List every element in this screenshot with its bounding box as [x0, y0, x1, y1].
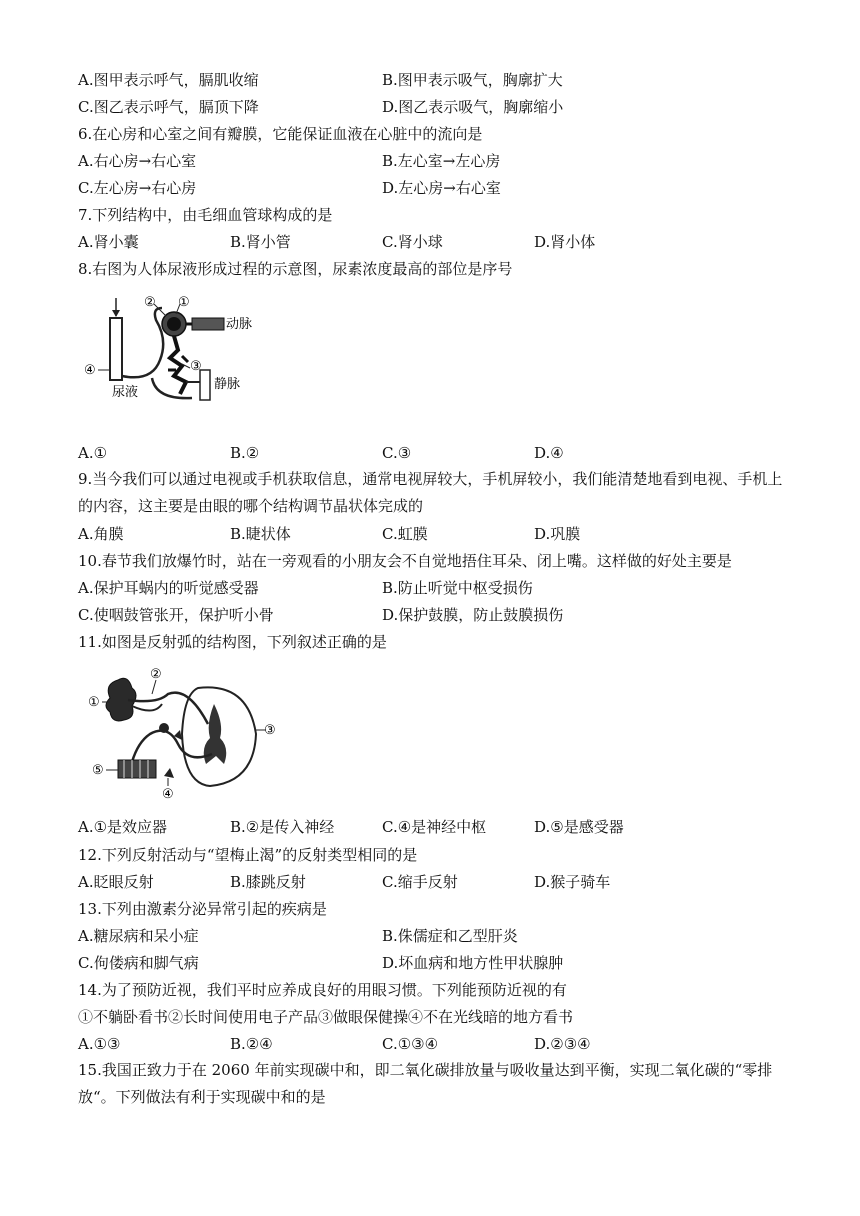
- q7-option-b: B.肾小管: [230, 233, 291, 251]
- q15-stem: 15.我国正致力于在 2060 年前实现碳中和，即二氧化碳排放量与吸收量达到平衡，实现二氧化碳的“零排放“。下列做法有利于实现碳中和的是: [78, 1061, 773, 1106]
- q14-items: ①不躺卧看书②长时间使用电子产品③做眼保健操④不在光线暗的地方看书: [78, 1008, 574, 1026]
- q13-stem: 13.下列由激素分泌异常引起的疾病是: [78, 900, 327, 918]
- q11-option-c: C.④是神经中枢: [382, 818, 487, 836]
- label-1: ①: [178, 295, 190, 310]
- label-5: ⑤: [92, 763, 104, 778]
- label-artery: 动脉: [226, 317, 253, 332]
- q10-stem: 10.春节我们放爆竹时，站在一旁观看的小朋友会不自觉地捂住耳朵、闭上嘴。这样做的好处主要是: [78, 552, 732, 570]
- nephron-diagram: [82, 290, 282, 428]
- q11-option-b: B.②是传入神经: [230, 818, 335, 836]
- q7-stem: 7.下列结构中，由毛细血管球构成的是: [78, 206, 333, 224]
- q8-option-a: A.①: [78, 444, 108, 462]
- q6-option-c: C.左心房→右心房: [78, 179, 197, 197]
- q10-option-b: B.防止听觉中枢受损伤: [382, 579, 533, 597]
- reflex-arc-diagram: [88, 664, 278, 802]
- q12-stem: 12.下列反射活动与“望梅止渴”的反射类型相同的是: [78, 846, 418, 864]
- q5-option-b: B.图甲表示吸气，胸廓扩大: [382, 71, 563, 89]
- q9-stem: 9.当今我们可以通过电视或手机获取信息，通常电视屏较大，手机屏较小，我们能清楚地看到电视、手机上的内容，这主要是由眼的哪个结构调节晶状体完成的: [78, 470, 783, 515]
- q8-option-b: B.②: [230, 444, 260, 462]
- label-2: ②: [144, 295, 156, 310]
- q14-option-c: C.①③④: [382, 1035, 439, 1053]
- q10-option-c: C.使咽鼓管张开，保护听小骨: [78, 606, 274, 624]
- q7-option-c: C.肾小球: [382, 233, 443, 251]
- q5-option-a: A.图甲表示呼气，膈肌收缩: [78, 71, 259, 89]
- q14-option-b: B.②④: [230, 1035, 273, 1053]
- q7-option-a: A.肾小囊: [78, 233, 139, 251]
- q10-option-d: D.保护鼓膜，防止鼓膜损伤: [382, 606, 564, 624]
- q12-option-b: B.膝跳反射: [230, 873, 306, 891]
- q11-stem: 11.如图是反射弧的结构图，下列叙述正确的是: [78, 633, 387, 651]
- q14-option-d: D.②③④: [534, 1035, 591, 1053]
- label-2: ②: [150, 667, 162, 682]
- q12-option-a: A.眨眼反射: [78, 873, 154, 891]
- q5-option-d: D.图乙表示吸气，胸廓缩小: [382, 98, 564, 116]
- label-1: ①: [88, 695, 100, 710]
- q14-stem: 14.为了预防近视，我们平时应养成良好的用眼习惯。下列能预防近视的有: [78, 981, 567, 999]
- q6-option-b: B.左心室→左心房: [382, 152, 501, 170]
- q11-option-d: D.⑤是感受器: [534, 818, 624, 836]
- q7-option-d: D.肾小体: [534, 233, 596, 251]
- q11-option-a: A.①是效应器: [78, 818, 168, 836]
- q12-option-c: C.缩手反射: [382, 873, 458, 891]
- q13-option-c: C.佝偻病和脚气病: [78, 954, 199, 972]
- q8-option-d: D.④: [534, 444, 564, 462]
- q6-option-a: A.右心房→右心室: [78, 152, 197, 170]
- label-4: ④: [162, 787, 174, 802]
- label-vein: 静脉: [214, 377, 241, 392]
- label-4: ④: [84, 363, 96, 378]
- q5-option-c: C.图乙表示呼气，膈顶下降: [78, 98, 259, 116]
- label-3: ③: [264, 723, 276, 738]
- q8-stem: 8.右图为人体尿液形成过程的示意图，尿素浓度最高的部位是序号: [78, 260, 513, 278]
- q9-option-a: A.角膜: [78, 525, 124, 543]
- q12-option-d: D.猴子骑车: [534, 873, 611, 891]
- q10-option-a: A.保护耳蜗内的听觉感受器: [78, 579, 259, 597]
- q9-option-b: B.睫状体: [230, 525, 291, 543]
- q8-option-c: C.③: [382, 444, 412, 462]
- label-urine: 尿液: [112, 385, 139, 400]
- q9-option-d: D.巩膜: [534, 525, 581, 543]
- q13-option-b: B.侏儒症和乙型肝炎: [382, 927, 518, 945]
- q6-option-d: D.左心房→右心室: [382, 179, 501, 197]
- label-3: ③: [190, 359, 202, 374]
- q6-stem: 6.在心房和心室之间有瓣膜，它能保证血液在心脏中的流向是: [78, 125, 483, 143]
- q9-option-c: C.虹膜: [382, 525, 428, 543]
- q13-option-d: D.坏血病和地方性甲状腺肿: [382, 954, 564, 972]
- q13-option-a: A.糖尿病和呆小症: [78, 927, 199, 945]
- q14-option-a: A.①③: [78, 1035, 121, 1053]
